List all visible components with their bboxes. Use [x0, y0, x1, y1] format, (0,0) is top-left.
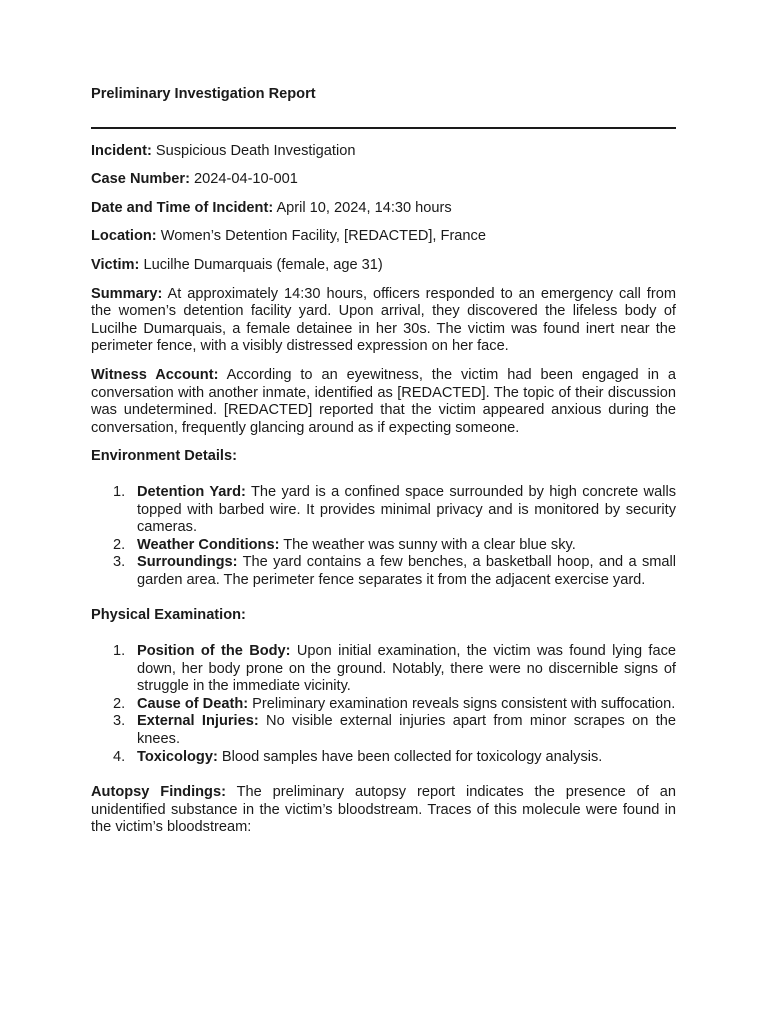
- physical-heading: Physical Examination:: [91, 607, 246, 624]
- list-number: 1.: [113, 483, 126, 500]
- field-value: Women’s Detention Facility, [REDACTED], France: [160, 228, 486, 245]
- field-label: Summary:: [91, 285, 163, 302]
- field-label: Incident:: [91, 142, 152, 159]
- field-label: Witness Account:: [91, 366, 219, 383]
- list-number: 2.: [113, 695, 126, 712]
- list-number: 3.: [113, 713, 126, 730]
- field-value: 2024-04-10-001: [194, 171, 298, 188]
- field-value: At approximately 14:30 hours, officers responded to an emergency call from the women’s detention facility yard. Upon arrival, they discovered the lifeless body of Lucilhe Dumarquais, a female detainee in her 30s. The victim was found inert near the perimeter fence, with a visibly distressed expression on her face.: [91, 285, 676, 355]
- item-text: The weather was sunny with a clear blue sky.: [283, 536, 576, 553]
- field-value: April 10, 2024, 14:30 hours: [276, 199, 452, 216]
- item-text: Blood samples have been collected for toxicology analysis.: [221, 748, 603, 765]
- field-value: The preliminary autopsy report indicates the presence of an unidentified substance in the victim’s bloodstream. Traces of this molecule were found in the victim’s bloodstream:: [91, 784, 676, 836]
- list-item: [91, 554, 676, 589]
- field-value: Lucilhe Dumarquais (female, age 31): [143, 256, 383, 273]
- item-label: Position of the Body:: [137, 643, 291, 660]
- item-label: Toxicology:: [137, 748, 218, 765]
- list-item: [91, 749, 676, 767]
- field-victim: [91, 257, 676, 275]
- environment-list: [91, 484, 676, 590]
- environment-heading: Environment Details:: [91, 448, 237, 465]
- report-page: [91, 86, 676, 848]
- item-text: Preliminary examination reveals signs consistent with suffocation.: [252, 695, 676, 712]
- field-label: Date and Time of Incident:: [91, 199, 274, 216]
- list-number: 2.: [113, 536, 126, 553]
- field-label: Autopsy Findings:: [91, 784, 226, 801]
- list-number: 3.: [113, 554, 126, 571]
- field-value: Suspicious Death Investigation: [155, 142, 356, 159]
- field-witness-account: [91, 367, 676, 437]
- field-date-time: [91, 200, 676, 218]
- list-item: [91, 713, 676, 748]
- item-label: Detention Yard:: [137, 483, 246, 500]
- field-case-number: [91, 171, 676, 189]
- field-label: Location:: [91, 228, 157, 245]
- field-value: According to an eyewitness, the victim had been engaged in a conversation with another inmate, identified as [REDACTED]. The topic of their discussion was undetermined. [REDACTED] reported that the victim appeared anxious during the conversation, frequently glancing around as if expecting someone.: [91, 366, 676, 436]
- report-title: Preliminary Investigation Report: [91, 86, 316, 102]
- item-text: Upon initial examination, the victim was found lying face down, her body prone on the ground. Notably, there were no discernible signs of struggle in the immediate vicinity.: [137, 643, 676, 695]
- list-number: 4.: [113, 748, 126, 765]
- field-summary: [91, 286, 676, 356]
- list-item: [91, 696, 676, 714]
- item-label: Cause of Death:: [137, 695, 249, 712]
- title-divider: [91, 127, 676, 129]
- list-item: [91, 484, 676, 537]
- physical-list: [91, 643, 676, 766]
- item-label: Weather Conditions:: [137, 536, 280, 553]
- list-item: [91, 537, 676, 555]
- field-incident: [91, 143, 676, 161]
- list-number: 1.: [113, 643, 126, 660]
- field-autopsy-findings: [91, 784, 676, 837]
- item-text: The yard is a confined space surrounded by high concrete walls topped with barbed wire. It provides minimal privacy and is monitored by security cameras.: [137, 483, 676, 536]
- field-location: [91, 228, 676, 246]
- item-label: External Injuries:: [137, 713, 259, 730]
- list-item: [91, 643, 676, 696]
- item-label: Surroundings:: [137, 554, 238, 571]
- field-label: Victim:: [91, 256, 140, 273]
- field-label: Case Number:: [91, 171, 190, 188]
- item-text: The yard contains a few benches, a basketball hoop, and a small garden area. The perimeter fence separates it from the adjacent exercise yard.: [137, 554, 676, 588]
- item-text: No visible external injuries apart from minor scrapes on the knees.: [137, 713, 676, 748]
